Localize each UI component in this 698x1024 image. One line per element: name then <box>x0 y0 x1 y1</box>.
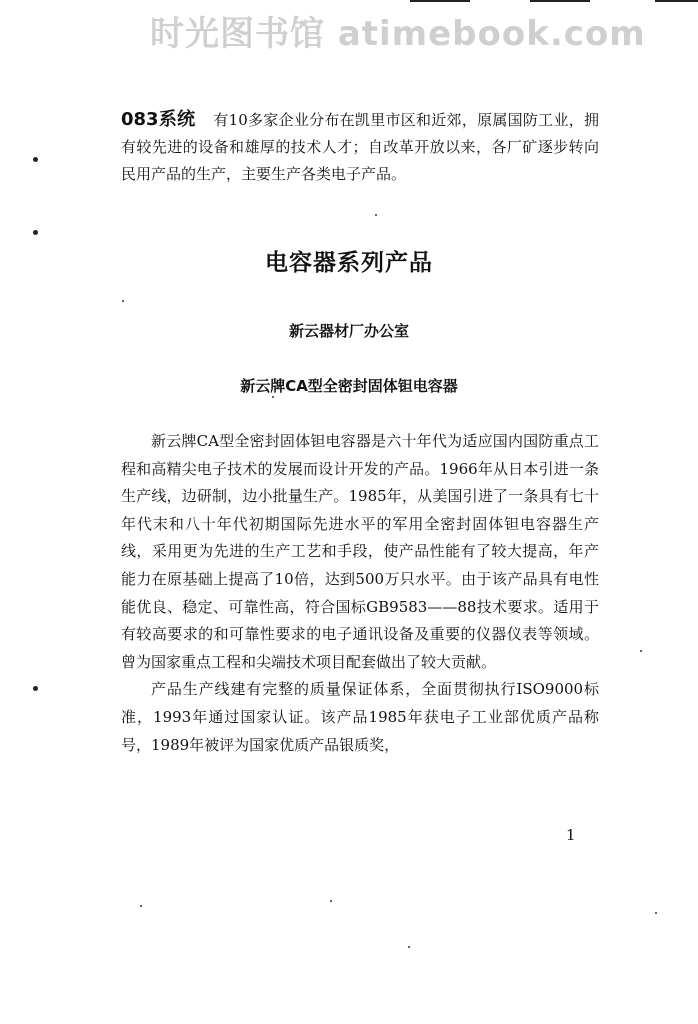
scan-speck <box>140 905 142 907</box>
scan-speck <box>122 300 124 302</box>
scan-edge-line <box>410 0 470 2</box>
article-title: 电容器系列产品 <box>265 250 433 276</box>
intro-text: 有10多家企业分布在凯里市区和近郊，原属国防工业，拥有较先进的设备和雄厚的技术人才；自改革开放以来，各厂矿逐步转向民用产品的生产，主要生产各类电子产品。 <box>121 111 599 183</box>
intro-paragraph <box>121 106 599 188</box>
scan-speck <box>330 900 332 902</box>
article-organization: 新云器材厂办公室 <box>288 322 409 340</box>
binding-hole-mark <box>33 157 38 162</box>
page-number: 1 <box>566 826 576 844</box>
scan-edge-line <box>655 0 698 2</box>
article-subtitle: 新云牌CA型全密封固体钽电容器 <box>240 377 458 395</box>
body-paragraph: 新云牌CA型全密封固体钽电容器是六十年代为适应国内国防重点工程和高精尖电子技术的发展而设计开发的产品。1966年从日本引进一条生产线，边研制，边小批量生产。1985年，从美国引进了一条具有七十年代末和八十年代初期国际先进水平的军用全密封固体钽电容器生产线，采用更为先进的生产工艺和手段，使产品性能有了较大提高，年产能力在原基础上提高了10倍，达到500万只水平。由于该产品具有电性能优良、稳定、可靠性高，符合国标GB9583——88技术要求。适用于有较高要求的和可靠性要求的电子通讯设备及重要的仪器仪表等领域。曾为国家重点工程和尖端技术项目配套做出了较大贡献。 <box>121 432 599 671</box>
scan-speck <box>408 946 410 948</box>
intro-label: 083系统 <box>121 109 196 130</box>
binding-hole-mark <box>33 230 38 235</box>
binding-hole-mark <box>33 686 38 691</box>
watermark: 时光图书馆 atimebook.com <box>150 14 646 54</box>
scan-edge-line <box>530 0 590 2</box>
scan-speck <box>272 396 274 398</box>
body-paragraph: 产品生产线建有完整的质量保证体系，全面贯彻执行ISO9000标准，1993年通过国家认证。该产品1985年获电子工业部优质产品称号，1989年被评为国家优质产品银质奖， <box>121 680 599 754</box>
scan-speck <box>375 214 377 216</box>
scan-speck <box>640 650 642 652</box>
scan-speck <box>655 912 657 914</box>
article-body <box>121 428 599 759</box>
